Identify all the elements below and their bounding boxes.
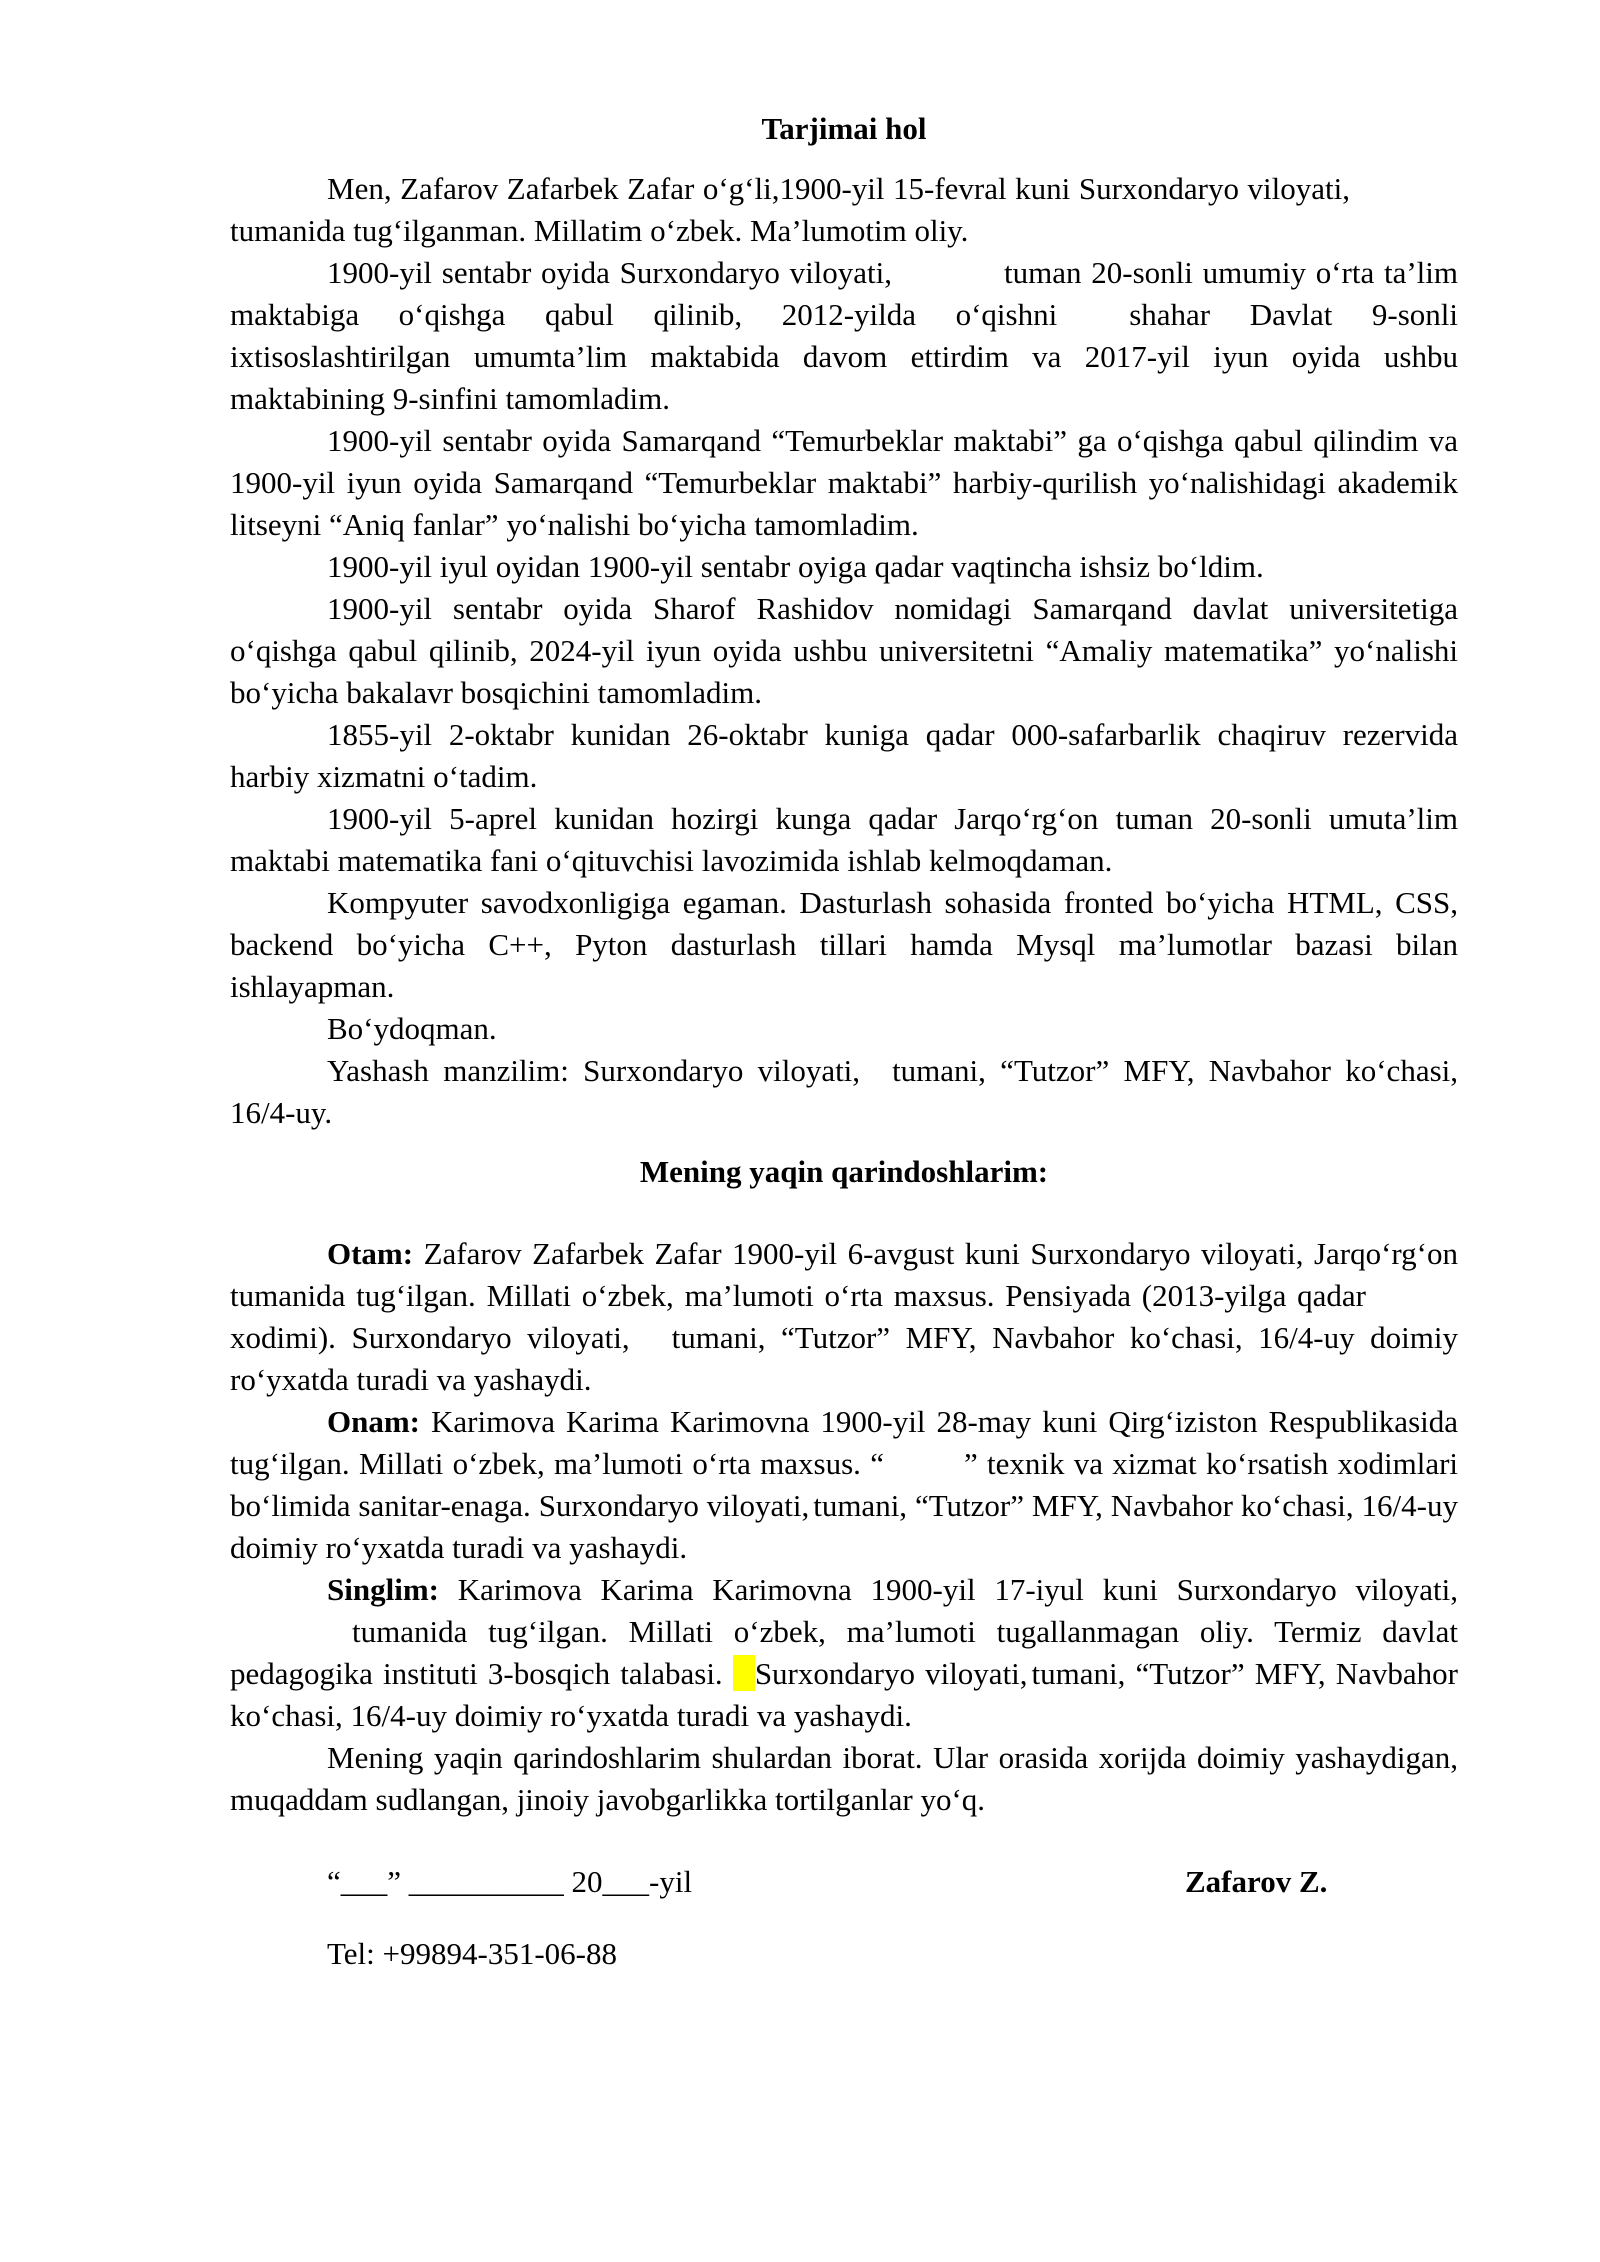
- highlight-mark: [733, 1655, 755, 1691]
- paragraph-closing: Mening yaqin qarindoshlarim shulardan iborat. Ular orasida xorijda doimiy yashaydigan, muqaddam sudlangan, jinoiy javobgarlikka tortilganlar yo‘q.: [230, 1740, 1458, 1817]
- relative-label: Onam:: [327, 1404, 420, 1439]
- phone-number: Tel: +99894-351-06-88: [327, 1936, 617, 1971]
- paragraph-military: 1855-yil 2-oktabr kunidan 26-oktabr kuniga qadar 000-safarbarlik chaqiruv rezervida harbiy xizmatni o‘tadim.: [230, 717, 1458, 794]
- paragraph-marital: Bo‘ydoqman.: [327, 1011, 497, 1046]
- page-title: Tarjimai hol: [761, 111, 927, 146]
- text-run: Yashash manzilim: Surxondaryo viloyati,: [327, 1053, 861, 1088]
- signature-name: Zafarov Z.: [1185, 1864, 1328, 1899]
- relatives-heading: Mening yaqin qarindoshlarim:: [639, 1154, 1049, 1189]
- text-run: Karimova Karima Karimovna 1900-yil 17-iyul kuni Surxondaryo viloyati,: [457, 1572, 1458, 1607]
- text-run: Men, Zafarov Zafarbek Zafar o‘g‘li,1900-yil 15-fevral kuni Surxondaryo viloyati,: [327, 171, 1350, 206]
- paragraph-unemployed: 1900-yil iyul oyidan 1900-yil sentabr oyiga qadar vaqtincha ishsiz bo‘ldim.: [327, 549, 1264, 584]
- text-run: tumani, “Tutzor” MFY, Navbahor ko‘chasi, 16/4-uy doimiy ro‘yxatda turadi va yashaydi.: [230, 1320, 1458, 1397]
- text-run: 1900-yil sentabr oyida Surxondaryo viloyati,: [327, 255, 893, 290]
- paragraph-work: 1900-yil 5-aprel kunidan hozirgi kunga qadar Jarqo‘rg‘on tuman 20-sonli umuta’lim maktabi matematika fani o‘qituvchisi lavozimida ishlab kelmoqdaman.: [230, 801, 1458, 878]
- paragraph-address: [230, 1050, 1458, 1134]
- text-run: tumani, “Tutzor” MFY, Navbahor ko‘chasi, 16/4-uy doimiy ro‘yxatda turadi va yashaydi.: [230, 1488, 1458, 1565]
- text-run: Zafarov Zafarbek Zafar 1900-yil 6-avgust kuni Surxondaryo viloyati, Jarqo‘rg‘on tumanida tug‘ilgan. Millati o‘zbek, ma’lumoti o‘rta maxsus. Pensiyada (2013-yilga qadar: [230, 1236, 1459, 1313]
- text-run: tumani, “Tutzor” MFY, Navbahor ko‘chasi, 16/4-uy doimiy ro‘yxatda turadi va yashaydi.: [230, 1656, 1458, 1733]
- signature-row: [230, 1861, 1458, 1903]
- text-run: shahar Davlat 9-sonli ixtisoslashtirilgan umumta’lim maktabida davom ettirdim va 2017-yil iyun oyida ushbu maktabining 9-sinfini tamomladim.: [230, 297, 1459, 416]
- paragraph-school: [230, 252, 1458, 420]
- text-run: tumanida tug‘ilgan. Millati o‘zbek, ma’lumoti tugallanmagan oliy. Termiz davlat pedagogika instituti 3-bosqich talabasi.: [230, 1614, 1458, 1691]
- text-run: tuman 20-sonli umumiy o‘rta ta’lim maktabiga o‘qishga qabul qilinib, 2012-yilda o‘qishni: [230, 255, 1458, 332]
- paragraph-skills: Kompyuter savodxonligiga egaman. Dasturlash sohasida fronted bo‘yicha HTML, CSS, backend bo‘yicha C++, Pyton dasturlash tillari hamda Mysql ma’lumotlar bazasi bilan ishlayapman.: [230, 885, 1458, 1004]
- text-run: tumanida tug‘ilganman. Millatim o‘zbek. Ma’lumotim oliy.: [230, 213, 969, 248]
- paragraph-sister: [230, 1569, 1458, 1737]
- date-line: “___” __________ 20___-yil: [327, 1864, 693, 1899]
- text-run: tumani, “Tutzor” MFY, Navbahor ko‘chasi, 16/4-uy.: [230, 1053, 1459, 1130]
- paragraph-lyceum: 1900-yil sentabr oyida Samarqand “Temurbeklar maktabi” ga o‘qishga qabul qilindim va 1900-yil iyun oyida Samarqand “Temurbeklar maktabi” harbiy-qurilish yo‘nalishidagi akademik litseyni “Aniq fanlar” yo‘nalishi bo‘yicha tamomladim.: [230, 423, 1458, 542]
- text-run: Surxondaryo viloyati,: [754, 1656, 1028, 1691]
- document-page: [230, 108, 1458, 1975]
- text-run: ” texnik va xizmat ko‘rsatish xodimlari bo‘limida sanitar-enaga. Surxondaryo viloyati,: [230, 1446, 1459, 1523]
- relative-label: Singlim:: [327, 1572, 439, 1607]
- relative-label: Otam:: [327, 1236, 414, 1271]
- paragraph-birth: [230, 168, 1458, 252]
- paragraph-father: [230, 1233, 1458, 1401]
- text-run: xodimi). Surxondaryo viloyati,: [230, 1320, 630, 1355]
- paragraph-university: 1900-yil sentabr oyida Sharof Rashidov nomidagi Samarqand davlat universitetiga o‘qishga qabul qilinib, 2024-yil iyun oyida ushbu universitetni “Amaliy matematika” yo‘nalishi bo‘yicha bakalavr bosqichini tamomladim.: [230, 591, 1458, 710]
- text-run: Karimova Karima Karimovna 1900-yil 28-may kuni Qirg‘iziston Respublikasida tug‘ilgan. Millati o‘zbek, ma’lumoti o‘rta maxsus. “: [230, 1404, 1459, 1481]
- paragraph-mother: [230, 1401, 1458, 1569]
